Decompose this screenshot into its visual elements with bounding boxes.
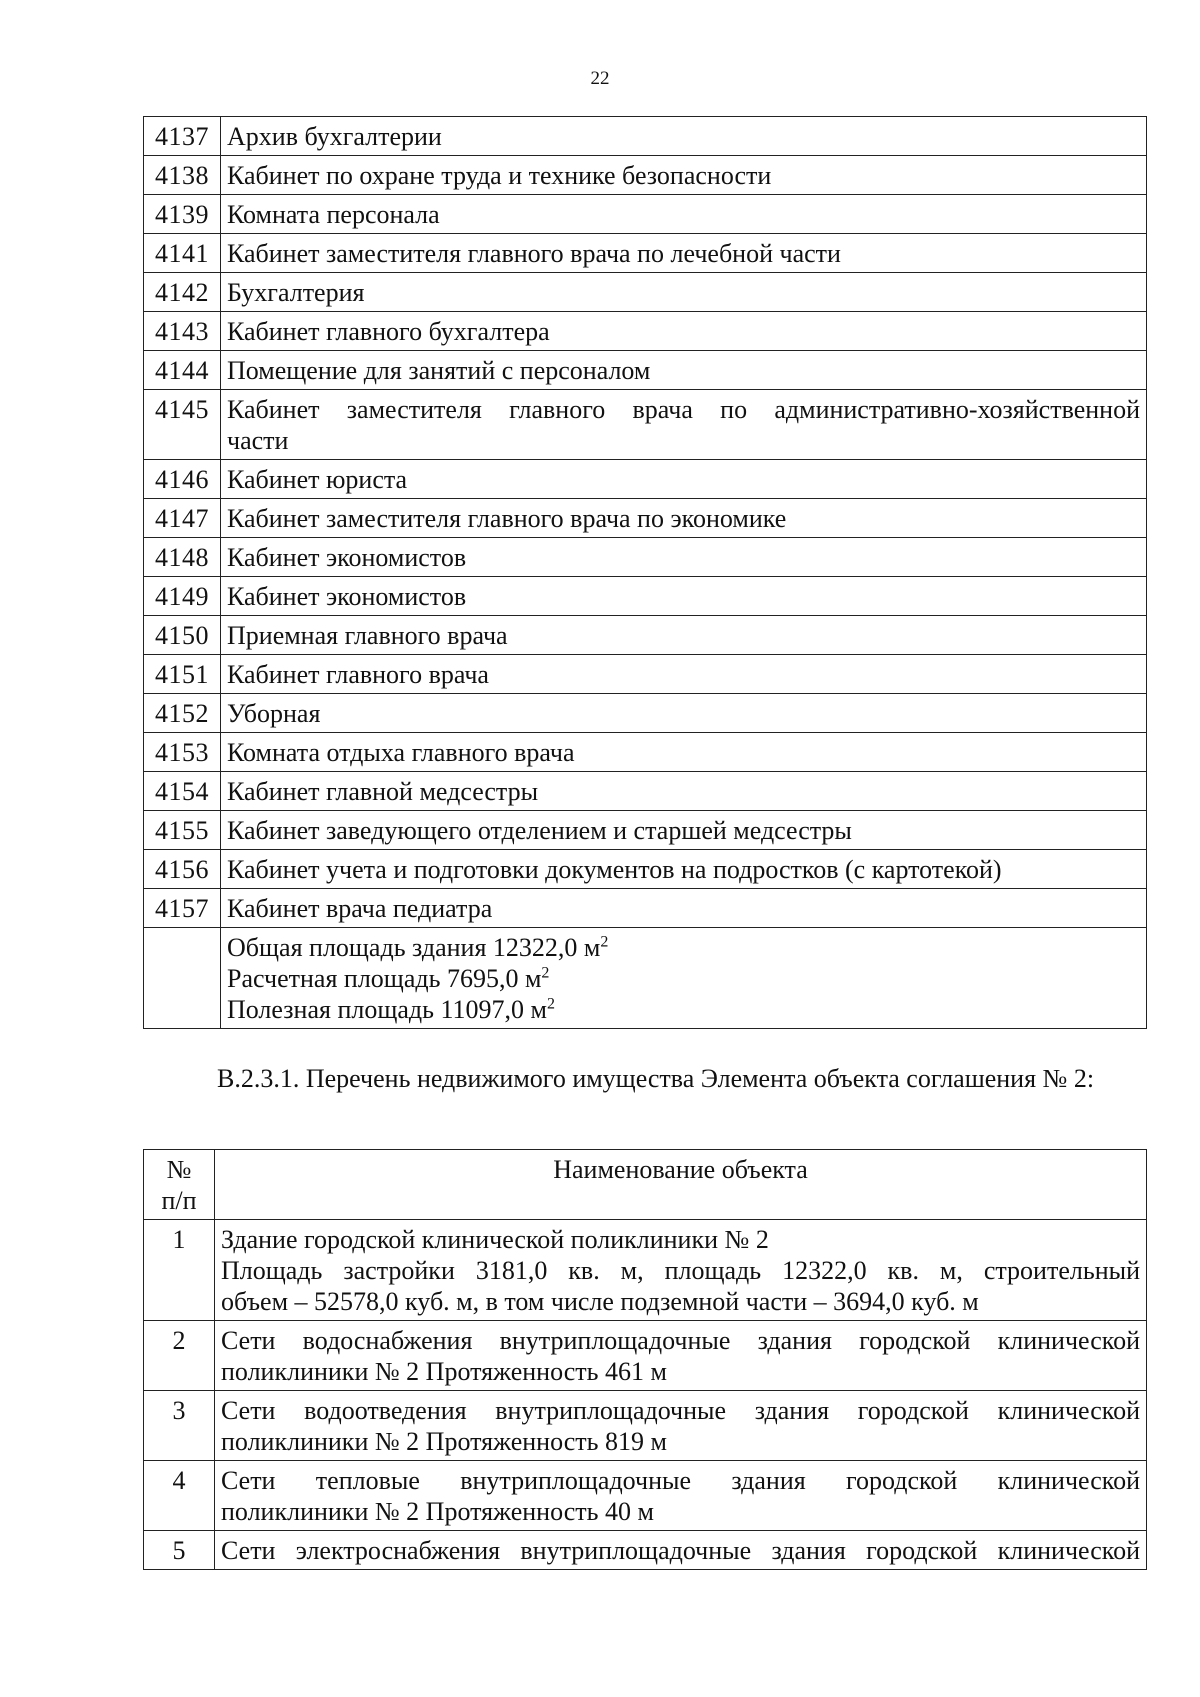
square-exponent: 2 xyxy=(600,933,609,951)
room-number: 4145 xyxy=(144,390,221,460)
object-name-line: поликлиники № 2 Протяженность 40 м xyxy=(221,1497,654,1526)
table-row xyxy=(144,351,1147,390)
room-number: 4139 xyxy=(144,195,221,234)
table-row xyxy=(144,1220,1147,1321)
header-number-abbr: п/п xyxy=(161,1186,197,1215)
object-name xyxy=(215,1321,1147,1391)
object-name-line: поликлиники № 2 Протяженность 819 м xyxy=(221,1427,667,1456)
room-number: 4152 xyxy=(144,694,221,733)
room-name: Кабинет учета и подготовки документов на подростков (с картотекой) xyxy=(221,850,1147,889)
calculated-area-label: Расчетная площадь 7695,0 м xyxy=(227,964,542,993)
room-number: 4137 xyxy=(144,117,221,156)
table-row xyxy=(144,772,1147,811)
table-row xyxy=(144,850,1147,889)
calculated-area xyxy=(227,963,1140,994)
useful-area-label: Полезная площадь 11097,0 м xyxy=(227,995,547,1024)
room-number: 4146 xyxy=(144,460,221,499)
room-name: Кабинет заместителя главного врача по лечебной части xyxy=(221,234,1147,273)
table-row xyxy=(144,889,1147,928)
room-name: Комната персонала xyxy=(221,195,1147,234)
object-number: 4 xyxy=(144,1461,215,1531)
room-number: 4154 xyxy=(144,772,221,811)
object-name-line: Сети водоотведения внутриплощадочные здания городской клинической xyxy=(221,1396,1140,1425)
room-number: 4157 xyxy=(144,889,221,928)
room-number: 4151 xyxy=(144,655,221,694)
object-name-line: объем – 52578,0 куб. м, в том числе подземной части – 3694,0 куб. м xyxy=(221,1287,979,1316)
area-summary xyxy=(221,928,1147,1029)
object-name-line: Сети тепловые внутриплощадочные здания городской клинической xyxy=(221,1466,1140,1495)
table-row xyxy=(144,694,1147,733)
room-name: Архив бухгалтерии xyxy=(221,117,1147,156)
room-number: 4150 xyxy=(144,616,221,655)
table-row xyxy=(144,616,1147,655)
table-row xyxy=(144,811,1147,850)
table-row xyxy=(144,312,1147,351)
room-number: 4141 xyxy=(144,234,221,273)
object-name-line: Здание городской клинической поликлиники № 2 xyxy=(221,1225,769,1254)
section-heading: В.2.3.1. Перечень недвижимого имущества Элемента объекта соглашения № 2: xyxy=(217,1064,1095,1093)
room-name: Кабинет экономистов xyxy=(221,577,1147,616)
room-name: Кабинет главного врача xyxy=(221,655,1147,694)
room-number: 4148 xyxy=(144,538,221,577)
object-name-line: Сети электроснабжения внутриплощадочные здания городской клинической xyxy=(221,1536,1140,1565)
table-row xyxy=(144,538,1147,577)
header-number-symbol: № xyxy=(166,1155,192,1184)
table-row xyxy=(144,733,1147,772)
room-name: Кабинет юриста xyxy=(221,460,1147,499)
table-row xyxy=(144,655,1147,694)
object-number: 5 xyxy=(144,1531,215,1570)
room-name: Комната отдыха главного врача xyxy=(221,733,1147,772)
room-number: 4142 xyxy=(144,273,221,312)
object-name-line: Сети водоснабжения внутриплощадочные здания городской клинической xyxy=(221,1326,1140,1355)
table-row xyxy=(144,117,1147,156)
table-row xyxy=(144,499,1147,538)
room-name: Кабинет по охране труда и технике безопасности xyxy=(221,156,1147,195)
total-area-label: Общая площадь здания 12322,0 м xyxy=(227,933,601,962)
empty-cell xyxy=(144,928,221,1029)
room-name-line: части xyxy=(227,426,289,455)
room-number: 4155 xyxy=(144,811,221,850)
table-row xyxy=(144,390,1147,460)
rooms-table xyxy=(143,116,1147,1029)
area-summary-row xyxy=(144,928,1147,1029)
useful-area xyxy=(227,994,1140,1025)
table-header-row xyxy=(144,1150,1147,1220)
table-row xyxy=(144,1321,1147,1391)
table-row xyxy=(144,1531,1147,1570)
room-name: Кабинет заместителя главного врача по экономике xyxy=(221,499,1147,538)
square-exponent: 2 xyxy=(541,964,550,982)
total-area xyxy=(227,932,1140,963)
object-number: 1 xyxy=(144,1220,215,1321)
room-name: Уборная xyxy=(221,694,1147,733)
room-name: Бухгалтерия xyxy=(221,273,1147,312)
room-number: 4153 xyxy=(144,733,221,772)
square-exponent: 2 xyxy=(546,995,555,1013)
room-number: 4149 xyxy=(144,577,221,616)
table-row xyxy=(144,273,1147,312)
room-name: Кабинет заведующего отделением и старшей медсестры xyxy=(221,811,1147,850)
room-name xyxy=(221,390,1147,460)
object-name xyxy=(215,1391,1147,1461)
page-number: 22 xyxy=(590,68,610,89)
room-name: Кабинет главного бухгалтера xyxy=(221,312,1147,351)
table-row xyxy=(144,195,1147,234)
room-number: 4138 xyxy=(144,156,221,195)
table-row xyxy=(144,156,1147,195)
table-row xyxy=(144,460,1147,499)
room-number: 4144 xyxy=(144,351,221,390)
room-name-line: Кабинет заместителя главного врача по административно-хозяйственной xyxy=(227,395,1140,424)
room-name: Приемная главного врача xyxy=(221,616,1147,655)
table-row xyxy=(144,1461,1147,1531)
object-name xyxy=(215,1461,1147,1531)
object-name-line: поликлиники № 2 Протяженность 461 м xyxy=(221,1357,667,1386)
object-name xyxy=(215,1531,1147,1570)
room-number: 4143 xyxy=(144,312,221,351)
table-row xyxy=(144,577,1147,616)
room-name: Кабинет главной медсестры xyxy=(221,772,1147,811)
room-name: Помещение для занятий с персоналом xyxy=(221,351,1147,390)
property-objects-table xyxy=(143,1149,1147,1570)
room-number: 4147 xyxy=(144,499,221,538)
object-number: 2 xyxy=(144,1321,215,1391)
header-number xyxy=(144,1150,215,1220)
table-row xyxy=(144,234,1147,273)
object-name-line: Площадь застройки 3181,0 кв. м, площадь 12322,0 кв. м, строительный xyxy=(221,1256,1140,1285)
header-object-name: Наименование объекта xyxy=(215,1150,1147,1220)
object-name xyxy=(215,1220,1147,1321)
room-name: Кабинет экономистов xyxy=(221,538,1147,577)
table-row xyxy=(144,1391,1147,1461)
room-name: Кабинет врача педиатра xyxy=(221,889,1147,928)
room-number: 4156 xyxy=(144,850,221,889)
object-number: 3 xyxy=(144,1391,215,1461)
